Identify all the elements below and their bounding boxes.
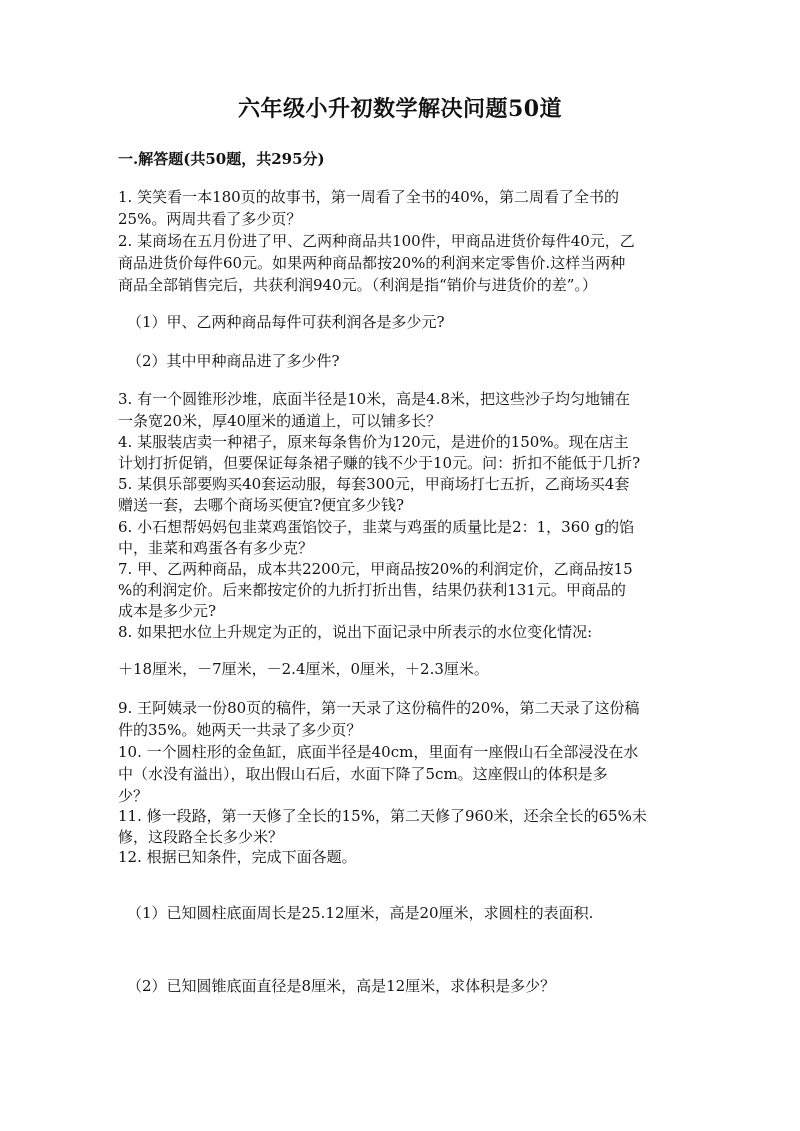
problem-2-line-2: 商品进货价每件60元。如果两种商品都按20%的利润来定零售价.这样当两种 xyxy=(118,254,626,272)
problem-7-line-1: 7. 甲、乙两种商品，成本共2200元，甲商品按20%的利润定价，乙商品按15 xyxy=(118,560,633,578)
problem-3-line-1: 3. 有一个圆锥形沙堆，底面半径是10米，高是4.8米，把这些沙子均匀地铺在 xyxy=(118,390,631,408)
problem-9-line-2: 件的35%。她两天一共录了多少页？ xyxy=(118,721,362,739)
problem-6-line-1: 6. 小石想帮妈妈包韭菜鸡蛋馅饺子，韭菜与鸡蛋的质量比是2：1，360 g的馅 xyxy=(118,518,635,536)
problem-7-line-3: 成本是多少元? xyxy=(118,602,217,620)
problem-10-line-1: 10. 一个圆柱形的金鱼缸，底面半径是40cm，里面有一座假山石全部浸没在水 xyxy=(118,743,639,761)
problem-9-line-1: 9. 王阿姨录一份80页的稿件，第一天录了这份稿件的20%，第二天录了这份稿 xyxy=(118,699,640,717)
problem-2-subquestion-2: （2）其中甲种商品进了多少件? xyxy=(127,352,340,370)
problem-8-line-1: 8. 如果把水位上升规定为正的，说出下面记录中所表示的水位变化情况: xyxy=(118,623,593,641)
problem-2-subquestion-1: （1）甲、乙两种商品每件可获利润各是多少元? xyxy=(127,313,445,331)
problem-12-subquestion-2: （2）已知圆锥底面直径是8厘米，高是12厘米，求体积是多少？ xyxy=(127,977,556,995)
problem-4-line-2: 计划打折促销，但要保证每条裙子赚的钱不少于10元。问：折扣不能低于几折? xyxy=(118,454,641,472)
problem-6-line-2: 中，韭菜和鸡蛋各有多少克？ xyxy=(118,539,314,557)
problem-12-subquestion-1: （1）已知圆柱底面周长是25.12厘米，高是20厘米，求圆柱的表面积. xyxy=(127,904,594,922)
problem-4-line-1: 4. 某服装店卖一种裙子，原来每条售价为120元，是进价的150%。现在店主 xyxy=(118,433,629,451)
section-heading: 一.解答题(共50题，共295分) xyxy=(118,150,325,168)
problem-1-line-1: 1. 笑笑看一本180页的故事书，第一周看了全书的40%，第二周看了全书的 xyxy=(118,188,620,206)
problem-3-line-2: 一条宽20米，厚40厘米的通道上，可以铺多长？ xyxy=(118,412,442,430)
problem-10-line-2: 中（水没有溢出），取出假山石后，水面下降了5cm。这座假山的体积是多 xyxy=(118,765,608,783)
problem-10-line-3: 少？ xyxy=(118,787,149,805)
problem-2-line-3: 商品全部销售完后，共获利润940元。（利润是指“销价与进货价的差”。） xyxy=(118,276,597,294)
problem-1-line-2: 25%。两周共看了多少页？ xyxy=(118,210,302,228)
problem-11-line-1: 11. 修一段路，第一天修了全长的15%，第二天修了960米，还余全长的65%未 xyxy=(118,807,647,825)
problem-12-line-1: 12. 根据已知条件，完成下面各题。 xyxy=(118,848,357,866)
problem-5-line-2: 赠送一套，去哪个商场买便宜?便宜多少钱? xyxy=(118,496,405,514)
problem-5-line-1: 5. 某俱乐部要购买40套运动服，每套300元，甲商场打七五折，乙商场买4套 xyxy=(118,475,630,493)
problem-2-line-1: 2. 某商场在五月份进了甲、乙两种商品共100件，甲商品进货价每件40元，乙 xyxy=(118,232,635,250)
problem-11-line-2: 修，这段路全长多少米？ xyxy=(118,828,284,846)
problem-7-line-2: %的利润定价。后来都按定价的九折打折出售，结果仍获利131元。甲商品的 xyxy=(118,581,626,599)
page-title: 六年级小升初数学解决问题50道 xyxy=(237,96,563,122)
problem-8-line-2: ＋18厘米，－7厘米，－2.4厘米，0厘米，＋2.3厘米。 xyxy=(118,660,489,678)
